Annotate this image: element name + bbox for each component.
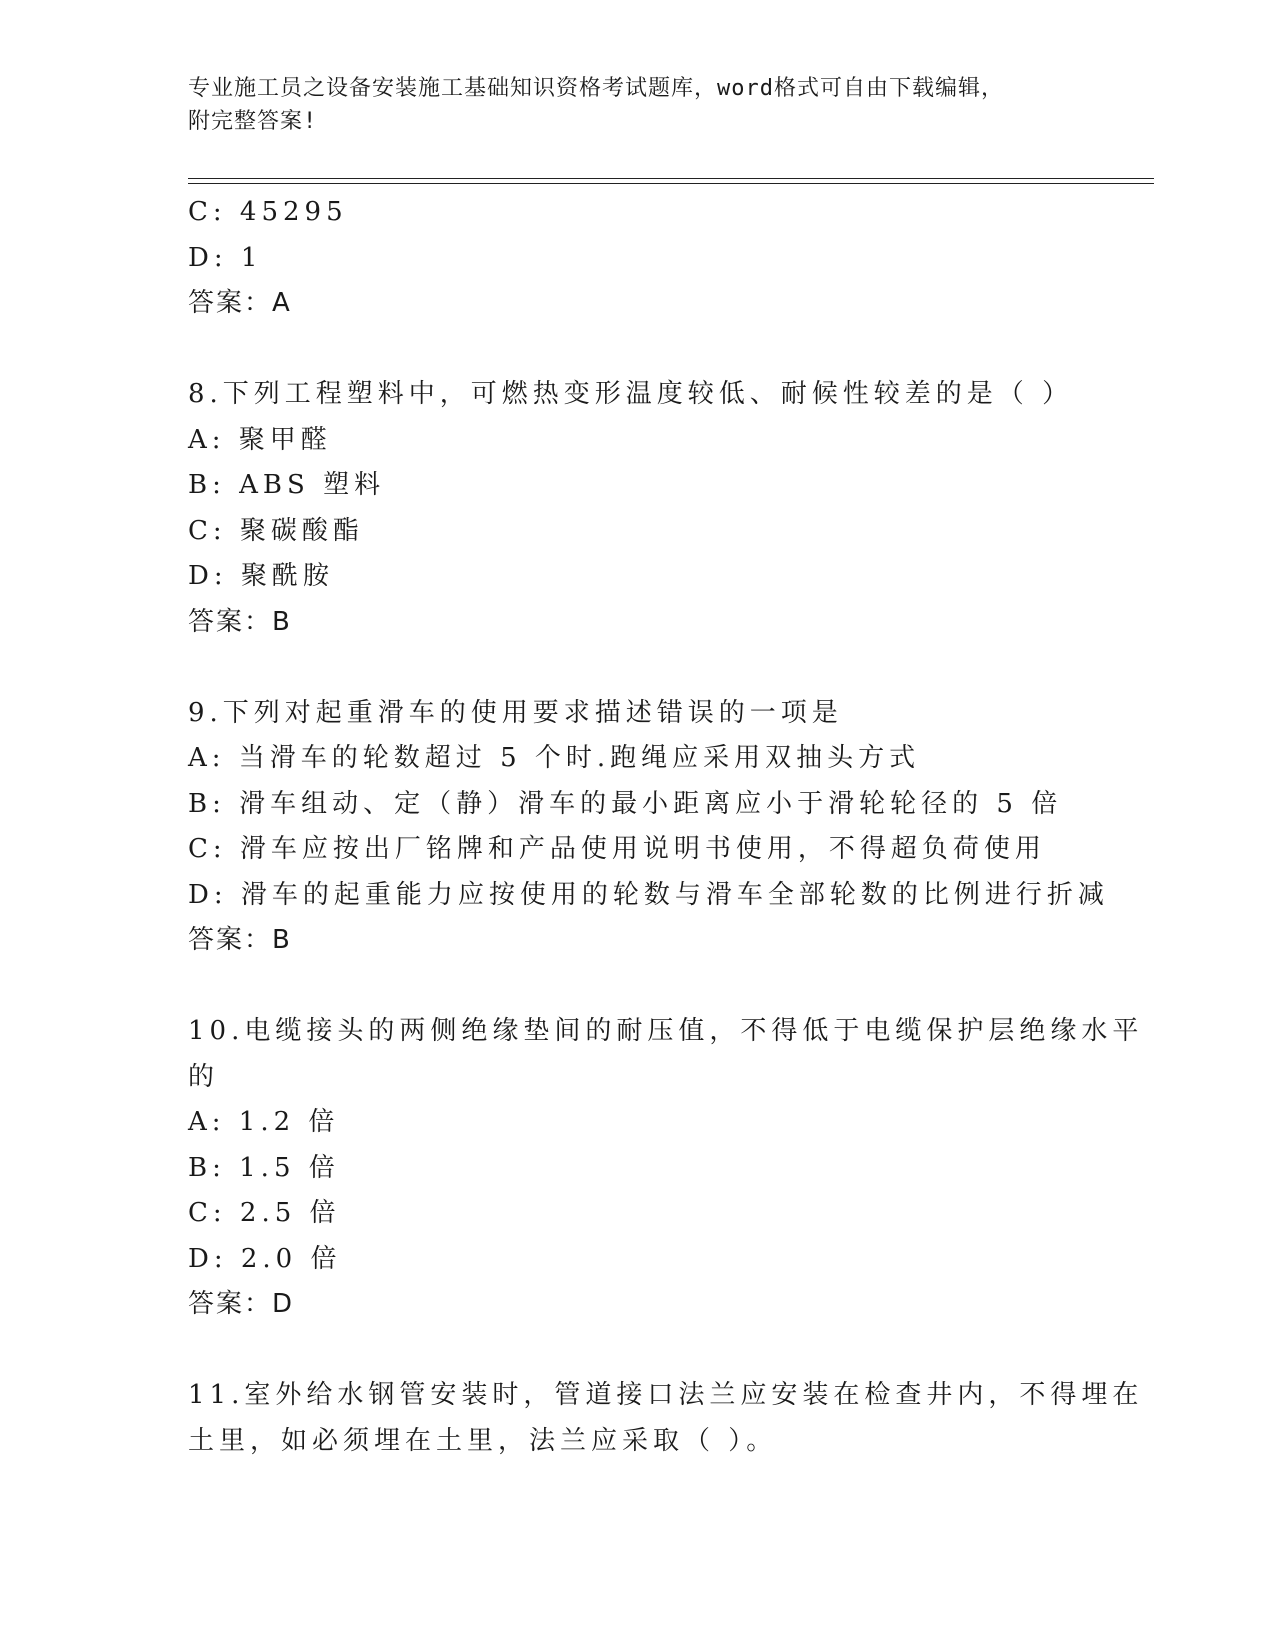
option-d: D: 2.0 倍 [188,1243,342,1274]
option-c: C: 2.5 倍 [188,1198,341,1228]
question-11 [188,1373,1144,1464]
spacer [188,645,1088,691]
question-7-tail [188,190,1088,327]
question-text-line-2: 土里，如必须埋在土里，法兰应采取（ ）。 [188,1425,778,1456]
option-d: D: 1 [188,242,263,273]
question-10 [188,1009,1144,1328]
document-header [188,72,1088,138]
question-text: 9.下列对起重滑车的使用要求描述错误的一项是 [188,697,843,728]
answer-label: 答案：B [188,925,292,955]
header-title-line-1: 专业施工员之设备安装施工基础知识资格考试题库，word格式可自由下载编辑， [188,76,1004,101]
spacer [188,964,1088,1010]
option-b: B: ABS 塑料 [188,470,386,500]
question-9 [188,691,1109,964]
option-d: D: 聚酰胺 [188,561,334,591]
spacer [188,327,1088,373]
answer-label: 答案：B [188,606,292,637]
option-c: C: 聚碳酸酯 [188,515,364,546]
option-a: A: 当滑车的轮数超过 5 个时.跑绳应采用双抽头方式 [188,743,921,773]
document-body [188,190,1144,1464]
header-title-line-2: 附完整答案! [188,109,318,134]
question-text-line-2: 的 [188,1061,220,1092]
option-a: A: 1.2 倍 [188,1107,340,1137]
option-c: C: 45295 [188,197,348,227]
option-d: D: 滑车的起重能力应按使用的轮数与滑车全部轮数的比例进行折减 [188,879,1109,910]
header-divider-top [188,178,1154,179]
answer-label: 答案：D [188,1289,295,1319]
answer-label: 答案：A [188,288,292,318]
question-8 [188,372,1088,645]
spacer [188,1328,1088,1374]
option-c: C: 滑车应按出厂铭牌和产品使用说明书使用，不得超负荷使用 [188,834,1046,864]
question-text-line-1: 10.电缆接头的两侧绝缘垫间的耐压值，不得低于电缆保护层绝缘水平 [188,1016,1144,1046]
header-divider-bottom [188,183,1154,184]
question-text: 8.下列工程塑料中，可燃热变形温度较低、耐候性较差的是（ ） [188,379,1074,409]
option-b: B: 滑车组动、定（静）滑车的最小距离应小于滑轮轮径的 5 倍 [188,788,1063,819]
option-a: A: 聚甲醛 [188,424,332,455]
question-text-line-1: 11.室外给水钢管安装时，管道接口法兰应安装在检查井内，不得埋在 [188,1380,1144,1410]
option-b: B: 1.5 倍 [188,1152,340,1183]
